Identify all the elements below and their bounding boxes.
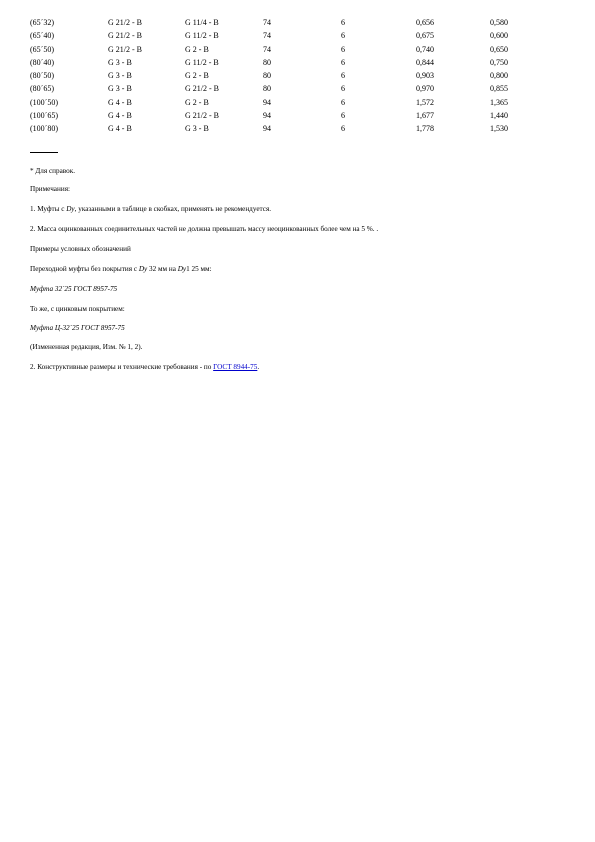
example-1-dy1: Dy	[177, 265, 187, 273]
table-cell: G 21/2 - B	[185, 111, 219, 121]
table-cell: 0,855	[490, 84, 508, 94]
table-cell: G 11/2 - B	[185, 57, 219, 67]
table-cell: 6	[341, 124, 345, 134]
table-cell: G 4 - B	[108, 111, 132, 121]
table-cell: 0,675	[416, 31, 434, 41]
table-cell: G 11/2 - B	[185, 31, 219, 41]
table-cell: (65´32)	[30, 18, 54, 27]
table-cell: G 21/2 - B	[108, 44, 142, 54]
table-cell: 6	[341, 71, 345, 81]
table-cell: 80	[263, 57, 271, 67]
table-cell: (100´50)	[30, 97, 58, 107]
gost-8944-75-link[interactable]: ГОСТ 8944-75	[213, 363, 258, 371]
table-cell: 80	[263, 71, 271, 81]
table-cell: (80´40)	[30, 57, 54, 67]
table-cell: G 3 - B	[108, 57, 132, 67]
table-cell: G 11/4 - B	[185, 18, 219, 27]
dimensions-table-body	[30, 16, 530, 136]
table-cell: 6	[341, 44, 345, 54]
table-row	[30, 16, 530, 29]
example-1-text-start: Переходной муфты без покрытия с	[30, 265, 139, 273]
table-cell: (100´80)	[30, 124, 58, 134]
table-cell: G 2 - B	[185, 97, 209, 107]
requirements-text: 2. Конструктивные размеры и технические требования - по	[30, 363, 214, 371]
example-1	[30, 265, 212, 274]
note-1	[30, 205, 271, 214]
table-cell: (80´50)	[30, 71, 54, 81]
table-cell: 6	[341, 18, 345, 27]
table-cell: 1,572	[416, 97, 434, 107]
table-cell: 0,650	[490, 44, 508, 54]
table-cell: 1,365	[490, 97, 508, 107]
table-cell: G 3 - B	[108, 84, 132, 94]
notes-heading: Примечания:	[30, 185, 70, 193]
table-cell: G 21/2 - B	[108, 18, 142, 27]
table-cell: 94	[263, 111, 271, 121]
table-cell: 1,677	[416, 111, 434, 121]
table-row	[30, 43, 530, 56]
table-row	[30, 69, 530, 82]
table-cell: G 4 - B	[108, 124, 132, 134]
table-cell: 6	[341, 31, 345, 41]
table-cell: 6	[341, 57, 345, 67]
example-2: То же, с цинковым покрытием:	[30, 305, 125, 313]
table-cell: 94	[263, 97, 271, 107]
note-1-text-end: , указанными в таблице в скобках, применять не рекомендуется.	[74, 205, 272, 213]
table-cell: 0,844	[416, 57, 434, 67]
dimensions-table	[30, 16, 530, 136]
table-row	[30, 29, 530, 42]
table-cell: 0,600	[490, 31, 508, 41]
table-cell: G 21/2 - B	[185, 84, 219, 94]
table-cell: 1,778	[416, 124, 434, 134]
table-cell: 1,440	[490, 111, 508, 121]
table-cell: 0,750	[490, 57, 508, 67]
table-cell: 0,970	[416, 84, 434, 94]
note-2: 2. Масса оцинкованных соединительных частей не должна превышать массу неоцинкованных более чем на 5 %. .	[30, 225, 379, 233]
table-row	[30, 56, 530, 69]
requirements-clause	[30, 363, 259, 372]
examples-heading: Примеры условных обозначений	[30, 245, 131, 253]
footnote: * Для справок.	[30, 167, 76, 175]
table-cell: 1,530	[490, 124, 508, 134]
table-cell: (65´40)	[30, 31, 54, 41]
footnote-separator	[30, 152, 58, 153]
table-row	[30, 82, 530, 95]
table-cell: (65´50)	[30, 44, 54, 54]
table-cell: 74	[263, 31, 271, 41]
table-cell: G 21/2 - B	[108, 31, 142, 41]
table-cell: 6	[341, 84, 345, 94]
table-cell: G 2 - B	[185, 44, 209, 54]
table-cell: 0,903	[416, 71, 434, 81]
table-cell: 80	[263, 84, 271, 94]
table-row	[30, 122, 530, 135]
table-row	[30, 96, 530, 109]
table-cell: 74	[263, 18, 271, 27]
example-1-text-end: 1 25 мм:	[186, 265, 212, 273]
table-cell: 6	[341, 111, 345, 121]
example-1-text-mid: 32 мм на	[147, 265, 178, 273]
amendment-note: (Измененная редакция, Изм. № 1, 2).	[30, 343, 143, 351]
table-cell: (80´65)	[30, 84, 54, 94]
table-cell: 0,580	[490, 18, 508, 27]
table-cell: 0,800	[490, 71, 508, 81]
table-cell: 0,740	[416, 44, 434, 54]
requirements-text-end: .	[257, 363, 260, 371]
note-1-dy: Dy	[66, 205, 75, 213]
note-1-text-start: 1. Муфты с	[30, 205, 67, 213]
example-2-designation: Муфта Ц-32´25 ГОСТ 8957-75	[30, 324, 125, 332]
table-cell: G 3 - B	[108, 71, 132, 81]
table-cell: 6	[341, 97, 345, 107]
table-cell: G 4 - B	[108, 97, 132, 107]
table-cell: G 3 - B	[185, 124, 209, 134]
table-cell: (100´65)	[30, 111, 58, 121]
table-cell: 74	[263, 44, 271, 54]
table-cell: G 2 - B	[185, 71, 209, 81]
example-1-designation: Муфта 32´25 ГОСТ 8957-75	[30, 285, 118, 293]
table-cell: 0,656	[416, 18, 434, 27]
table-cell: 94	[263, 124, 271, 134]
example-1-dy: Dy	[138, 265, 148, 273]
table-row	[30, 109, 530, 122]
